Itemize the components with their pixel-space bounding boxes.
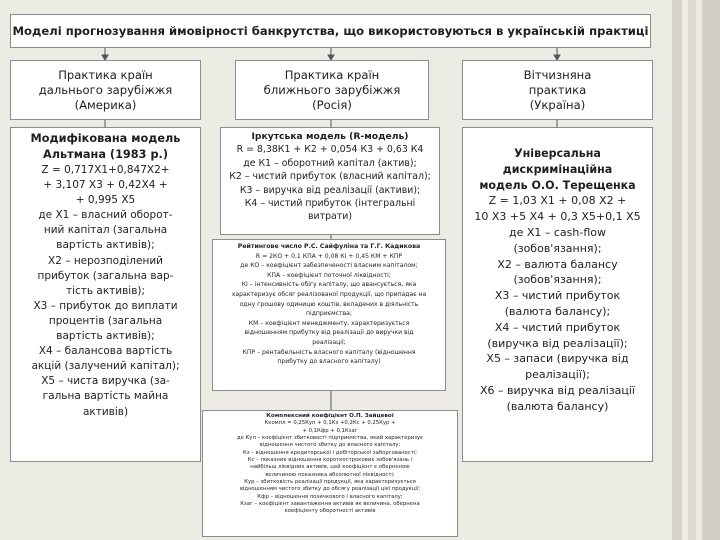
altman-model-box bbox=[10, 127, 201, 462]
model-line: вартість активів); bbox=[56, 330, 155, 343]
model-line: (виручка від реалізації); bbox=[487, 336, 628, 350]
model-line: коефіцієнту оборотності активів bbox=[284, 508, 376, 515]
model-line: Z = 0,717Х1+0,847Х2+ bbox=[41, 164, 170, 176]
model-line: Z = 1,03 Х1 + 0,08 Х2 + bbox=[488, 194, 627, 208]
model-line: + 0,995 Х5 bbox=[75, 194, 136, 207]
model-line: де Х1 – власний оборот- bbox=[38, 209, 173, 222]
diagram-title-text: Моделі прогнозування ймовірності банкрутства, що використовуються в українській практиці bbox=[12, 24, 649, 38]
model-line: прибуток (загальна вар- bbox=[37, 269, 174, 282]
model-title: Рейтингове число Р.С. Сайфуліна та Г.Г. Кадикова bbox=[237, 243, 421, 250]
header-domestic-practice bbox=[462, 60, 653, 120]
model-line: акцій (залучений капітал); bbox=[31, 360, 180, 373]
model-line: R = 2КО + 0,1 КПА + 0,08 КІ + 0,45 КМ + КПР bbox=[255, 252, 403, 260]
header-line: ближнього зарубіжжя bbox=[263, 82, 401, 97]
model-line: (валюта балансу) bbox=[506, 399, 609, 413]
model-line: + 3,107 Х3 + 0,42Х4 + bbox=[43, 179, 168, 192]
model-line: відношенням прибутку від реалізації до виручки від bbox=[244, 329, 414, 337]
header-line: Практика країн bbox=[58, 67, 153, 82]
model-line: одну грошову одиницю коштів, вкладених в діяльність bbox=[239, 300, 419, 308]
header-line: (Америка) bbox=[74, 97, 137, 112]
model-line: Кз – відношення кредиторської і дебіторської заборгованості; bbox=[242, 449, 418, 456]
model-title: Універсальна bbox=[514, 147, 601, 160]
model-line: тість активів); bbox=[65, 284, 146, 297]
model-line: відношення чистого збитку до власного капіталу; bbox=[259, 442, 401, 449]
model-line: (зобов'язання); bbox=[513, 241, 602, 255]
model-line: процентів (загальна bbox=[48, 314, 163, 327]
model-line: де Куп – коефіцієнт збитковості підприємства, який характеризує bbox=[236, 435, 424, 442]
model-line: характеризує обсяг реалізованої продукції, що припадає на bbox=[231, 290, 427, 298]
model-line: КМ – коефіцієнт менеджменту, характеризується bbox=[248, 319, 410, 327]
model-line: Х5 – запаси (виручка від bbox=[486, 352, 629, 366]
model-title: Комплексний коефіцієнт О.П. Зайцевої bbox=[266, 413, 394, 419]
header-line: практика bbox=[528, 82, 587, 97]
model-line: К2 – чистий прибуток (власний капітал); bbox=[229, 171, 431, 183]
model-line: найбільш ліквідних активів, цей коефіцієнт є оберненою bbox=[250, 464, 410, 471]
model-line: ний капітал (загальна bbox=[43, 224, 168, 237]
model-line: величиною показника абсолютної ліквідності; bbox=[265, 471, 395, 478]
model-line: (зобов'язання); bbox=[513, 273, 602, 287]
header-line: (Росія) bbox=[312, 97, 352, 112]
model-line: КПР – рентабельність власного капіталу (відношення bbox=[242, 348, 416, 356]
model-line: Кзаг – коефіцієнт завантаження активів як величина, обернена bbox=[240, 501, 420, 508]
model-line: прибутку до власного капіталу) bbox=[277, 358, 381, 366]
header-foreign-practice bbox=[10, 60, 201, 120]
model-line: КПА – коефіцієнт поточної ліквідності; bbox=[267, 271, 391, 279]
model-title: Іркутська модель (R-модель) bbox=[251, 131, 409, 142]
model-line: гальна вартість майна bbox=[42, 390, 169, 403]
model-title: модель О.О. Терещенка bbox=[479, 178, 636, 192]
model-line: Ккомпл = 0,25Куп + 0,1Кз +0,2Кс + 0,25Кур + bbox=[264, 420, 396, 427]
model-line: 10 Х3 +5 Х4 + 0,3 Х5+0,1 Х5 bbox=[474, 210, 641, 224]
header-line: Вітчизняна bbox=[523, 67, 592, 82]
model-line: Кс – показник відношення короткострокових зобов'язань і bbox=[247, 457, 413, 464]
model-line: Х3 – прибуток до виплати bbox=[33, 299, 178, 312]
saifullin-kadykov-rating-box bbox=[212, 239, 446, 391]
header-near-abroad-practice bbox=[235, 60, 429, 120]
model-line: Х4 – балансова вартість bbox=[38, 345, 173, 358]
model-title: Модифікована модель bbox=[30, 132, 181, 145]
model-line: Х3 – чистий прибуток bbox=[494, 289, 621, 303]
model-line: R = 8,38К1 + К2 + 0,054 К3 + 0,63 К4 bbox=[236, 144, 424, 156]
model-line: Х2 – нерозподілений bbox=[48, 254, 163, 267]
model-title: Альтмана (1983 р.) bbox=[42, 148, 168, 161]
model-line: Кфр – відношення позичкового і власного капіталу; bbox=[257, 493, 403, 500]
irkutsk-model-box bbox=[220, 127, 440, 235]
header-line: Практика країн bbox=[284, 67, 380, 82]
model-line: Х2 – валюта балансу bbox=[497, 257, 618, 271]
model-line: Х5 – чиста виручка (за- bbox=[41, 375, 170, 388]
model-line: підприємства; bbox=[306, 310, 352, 318]
model-line: реалізації; bbox=[312, 338, 346, 346]
model-line: активів) bbox=[82, 405, 129, 418]
model-line: Х6 – виручка від реалізації bbox=[480, 383, 635, 397]
model-line: відношенням чистого збитку до обсягу реалізації цієї продукції; bbox=[239, 486, 421, 493]
zaitseva-coefficient-box bbox=[202, 410, 458, 537]
model-line: К4 – чистий прибуток (інтегральні bbox=[244, 198, 416, 210]
model-line: КІ – інтенсивність обігу капіталу, що авансується, яка bbox=[241, 281, 417, 289]
diagram-title bbox=[10, 14, 651, 48]
header-line: дальнього зарубіжжя bbox=[38, 82, 173, 97]
tereshchenko-model-box bbox=[462, 127, 653, 462]
model-line: де К1 – оборотний капітал (актив); bbox=[243, 157, 417, 169]
model-line: витрати) bbox=[308, 211, 352, 223]
model-line: К3 – виручка від реалізації (активи); bbox=[239, 184, 421, 196]
model-title: дискримінаційна bbox=[502, 162, 613, 176]
model-line: (валюта балансу); bbox=[504, 304, 611, 318]
model-line: Х4 – чистий прибуток bbox=[494, 320, 621, 334]
model-line: вартість активів); bbox=[56, 239, 155, 252]
model-line: де Х1 – cash-flow bbox=[508, 225, 606, 239]
model-line: де КО – коефіцієнт забезпеченості власним капіталом; bbox=[240, 262, 418, 270]
model-line: реалізації); bbox=[525, 368, 590, 382]
model-line: Кур – збитковість реалізації продукції, яка характеризується bbox=[244, 479, 416, 486]
model-line: + 0,1Кфр + 0,1Кзаг bbox=[302, 427, 358, 434]
header-line: (Україна) bbox=[529, 97, 586, 112]
